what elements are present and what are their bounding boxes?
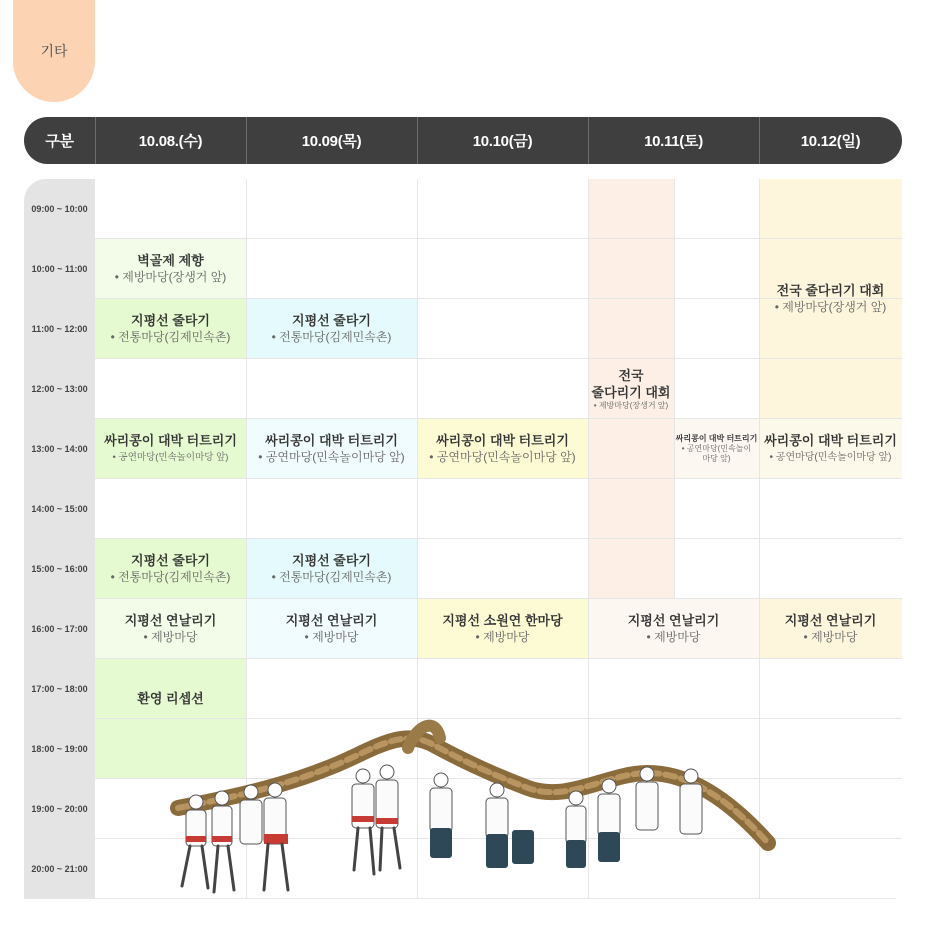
- time-slot: 11:00 ~ 12:00: [31, 324, 88, 334]
- header-label: 구분: [45, 133, 74, 150]
- event-cell: [95, 239, 246, 299]
- event-place: • 공연마당(민속놀이마당 앞): [258, 449, 404, 466]
- time-slot: 17:00 ~ 18:00: [31, 684, 88, 694]
- header-day-2: 10.09(목): [301, 133, 362, 150]
- time-column: [24, 179, 95, 899]
- event-place: • 제방마당(장생거 앞): [775, 299, 887, 316]
- event-cell: [246, 299, 417, 359]
- event-place: • 제방마당: [476, 629, 530, 646]
- event-title: 지평선 연날리기: [784, 613, 877, 628]
- event-place: • 전통마당(김제민속촌): [272, 329, 392, 346]
- time-slot: 13:00 ~ 14:00: [31, 444, 88, 454]
- schedule-header: [24, 117, 902, 164]
- event-cell: [95, 539, 246, 599]
- event-cell: [588, 179, 674, 599]
- grid-divider: [95, 238, 902, 239]
- grid-divider: [95, 538, 902, 539]
- event-cell: [674, 419, 759, 479]
- grid-divider: [674, 179, 675, 599]
- event-title: 지평선 연날리기: [627, 613, 720, 628]
- event-title: 지평선 줄타기: [292, 313, 371, 328]
- event-place: • 공연마당(민속놀이마당 앞): [113, 449, 229, 466]
- event-cell: [95, 599, 246, 659]
- event-cell: [95, 299, 246, 359]
- grid-divider: [95, 478, 902, 479]
- event-title: 싸리콩이 대박 터트리기: [265, 433, 398, 448]
- event-place: • 제방마당: [305, 629, 359, 646]
- header-day-5: 10.12(일): [800, 133, 861, 150]
- event-place: • 제방마당: [647, 629, 701, 646]
- time-slot: 14:00 ~ 15:00: [31, 504, 88, 514]
- time-slot: 19:00 ~ 20:00: [31, 804, 88, 814]
- grid-divider: [95, 658, 902, 659]
- event-title: 지평선 줄타기: [292, 553, 371, 568]
- event-cell: [417, 599, 588, 659]
- header-day-4: 10.11(토): [644, 133, 703, 150]
- event-title: 싸리콩이 대박 터트리기: [675, 434, 758, 443]
- time-slot: 18:00 ~ 19:00: [31, 744, 88, 754]
- tab-other[interactable]: [13, 0, 95, 102]
- header-day-1: 10.08.(수): [138, 133, 203, 150]
- event-place: • 제방마당: [144, 629, 198, 646]
- event-place: • 공연마당(민속놀이마당 앞): [770, 449, 892, 466]
- grid-divider: [95, 418, 902, 419]
- event-cell: [246, 419, 417, 479]
- header-day-3: 10.10(금): [472, 133, 533, 150]
- event-title: 환영 리셉션: [137, 690, 204, 706]
- time-slot: 12:00 ~ 13:00: [31, 384, 88, 394]
- event-cell: [588, 599, 759, 659]
- event-title: 전국 줄다리기 대회: [776, 283, 885, 298]
- event-cell: [417, 419, 588, 479]
- event-title: 싸리콩이 대박 터트리기: [104, 433, 237, 448]
- event-title: 벽골제 제향: [137, 253, 204, 268]
- event-title: 지평선 연날리기: [285, 613, 378, 628]
- tug-of-war-illustration: [168, 718, 780, 900]
- event-title: 지평선 소원연 한마당: [442, 613, 563, 628]
- time-slot: 16:00 ~ 17:00: [31, 624, 88, 634]
- event-place: • 공연마당(민속놀이마당 앞): [682, 444, 752, 464]
- event-title: 전국: [618, 368, 644, 383]
- event-title: 지평선 줄타기: [131, 313, 210, 328]
- event-cell: [759, 599, 902, 659]
- event-place: • 제방마당(장생거 앞): [115, 269, 227, 286]
- grid-divider: [95, 598, 902, 599]
- time-slot: 20:00 ~ 21:00: [31, 864, 88, 874]
- event-place: • 전통마당(김제민속촌): [111, 329, 231, 346]
- tab-label: 기타: [40, 43, 68, 59]
- time-slot: 15:00 ~ 16:00: [31, 564, 88, 574]
- time-slot: 09:00 ~ 10:00: [31, 204, 88, 214]
- event-cell: [95, 419, 246, 479]
- event-cell: [246, 599, 417, 659]
- event-place: • 공연마당(민속놀이마당 앞): [429, 449, 575, 466]
- event-title: 지평선 줄타기: [131, 553, 210, 568]
- event-title: 싸리콩이 대박 터트리기: [764, 433, 897, 448]
- event-cell: [759, 179, 902, 419]
- event-cell: [759, 419, 902, 479]
- event-place: • 제방마당: [804, 629, 858, 646]
- event-cell: [246, 539, 417, 599]
- event-place: • 전통마당(김제민속촌): [111, 569, 231, 586]
- event-title: 줄다리기 대회: [591, 385, 671, 400]
- event-place: • 전통마당(김제민속촌): [272, 569, 392, 586]
- event-title: 싸리콩이 대박 터트리기: [436, 433, 569, 448]
- time-slot: 10:00 ~ 11:00: [31, 264, 88, 274]
- event-place: • 제방마당(장생거 앞): [594, 401, 668, 411]
- grid-divider: [95, 298, 902, 299]
- event-title: 지평선 연날리기: [124, 613, 217, 628]
- grid-divider: [95, 358, 902, 359]
